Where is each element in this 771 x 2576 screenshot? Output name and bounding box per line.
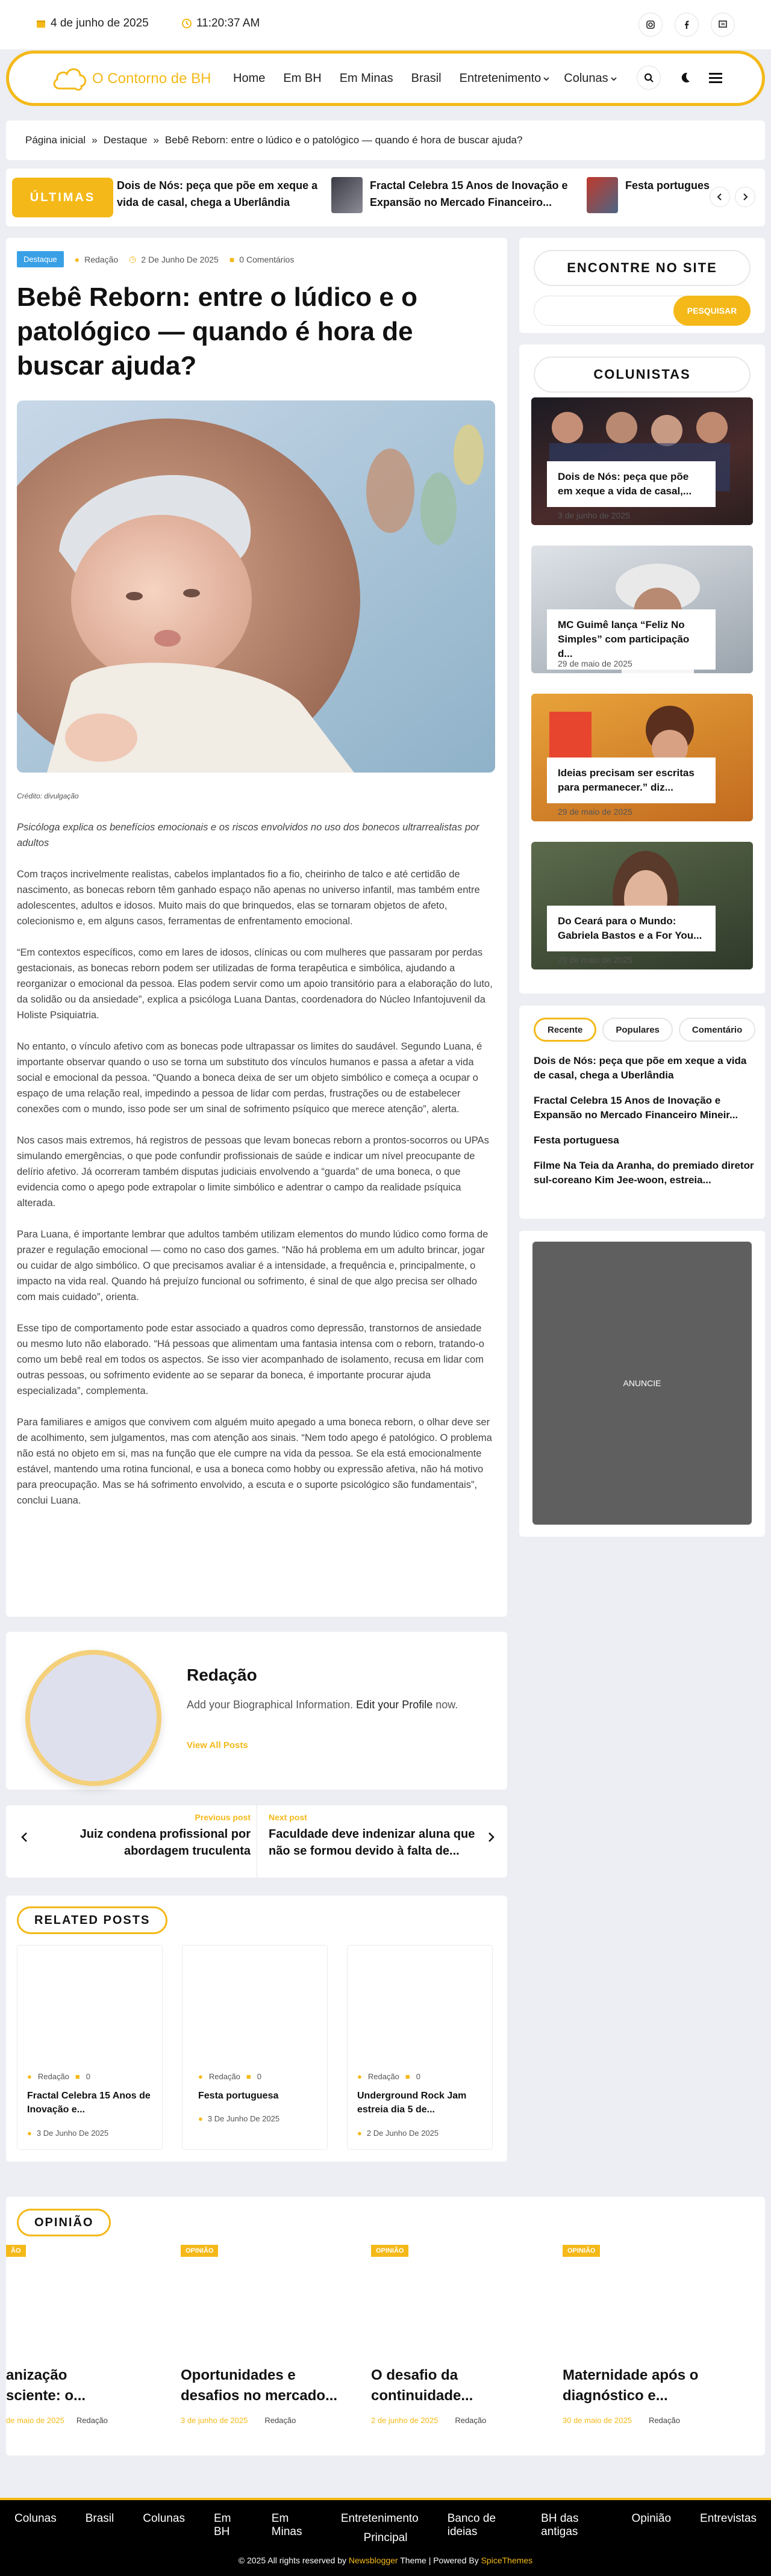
- copyright-mid: Theme | Powered By: [398, 2556, 481, 2565]
- clock-icon: ◷: [129, 254, 137, 264]
- nav-em-minas[interactable]: Em Minas: [339, 72, 393, 85]
- opiniao-section: [6, 2197, 765, 2456]
- article-featured-image: [17, 400, 495, 773]
- tabs-widget: [519, 1006, 765, 1219]
- related-post-title: Festa portuguesa: [198, 2091, 279, 2101]
- colunistas-title: COLUNISTAS: [534, 356, 751, 393]
- article-author-name: Redação: [84, 254, 119, 264]
- footer-link[interactable]: Entrevistas: [700, 2512, 757, 2525]
- opiniao-card-date: 3 de junho de 2025: [181, 2416, 248, 2425]
- ticker-thumbnail: [331, 177, 363, 213]
- view-all-posts-link[interactable]: View All Posts: [187, 1740, 248, 1750]
- search-widget-title: ENCONTRE NO SITE: [534, 250, 751, 286]
- nav-home[interactable]: Home: [233, 72, 266, 85]
- news-ticker: [6, 169, 765, 226]
- article-date-text: 2 De Junho De 2025: [141, 254, 219, 264]
- breadcrumb-home[interactable]: Página inicial: [25, 134, 86, 146]
- ad-widget: [519, 1231, 765, 1537]
- footer-link[interactable]: Banco de ideias: [447, 2512, 496, 2538]
- article-paragraph: Nos casos mais extremos, há registros de pessoas que levam bonecas reborn a prontos-socorros ou UPAs simulando emergências, o que pode confundir profissionais de saúde e indicar um nível preocupante de delírio afetivo. Já ocorreram também disputas judiciais envolvendo a “guarda” de uma boneca, o que evidencia como o apego pode extrapolar o limite simbólico e adentrar o campo da realidade psíquica alterada.: [17, 1135, 489, 1209]
- footer-accent-line: [0, 2498, 771, 2500]
- nav-entretenimento[interactable]: [460, 72, 550, 86]
- breadcrumb-separator-icon: »: [153, 134, 159, 146]
- article-paragraph: “Em contextos específicos, como em lares de idosos, clínicas ou com mulheres que passaram por perdas gestacionais, as bonecas reborn podem ser utilizadas de forma terapêutica e simbólica, ajudando a reorganizar o emocional da pessoa. Elas podem servir como um apoio transitório para a elaboração do luto, da solidão ou da ansiedade”, explica a psicóloga Luana Dantas, coordenadora do Núcleo Infantojuvenil da Holiste Psiquiatria.: [17, 947, 493, 1021]
- related-post-card[interactable]: [17, 1945, 163, 2150]
- next-arrow-icon[interactable]: [488, 1832, 495, 1843]
- clock-icon: [182, 19, 192, 28]
- ticker-label: ÚLTIMAS: [12, 178, 113, 217]
- article-paragraph: Com traços incrivelmente realistas, cabelos implantados fio a fio, cheirinho de talco e até certidão de nascimento, as bonecas reborn têm ganhado espaço não apenas no universo infantil, mas também entre adolescentes, adultos e idosos. Muito mais do que brinquedos, elas se tornaram objetos de afeto, colecionismo e, em alguns casos, ferramentas de enfrentamento emocional.: [17, 869, 480, 927]
- related-post-meta: [198, 2072, 261, 2081]
- breadcrumb-section[interactable]: Destaque: [103, 134, 148, 146]
- footer-link[interactable]: Principal: [363, 2531, 408, 2544]
- search-button[interactable]: PESQUISAR: [673, 296, 751, 326]
- colunista-title[interactable]: Do Ceará para o Mundo: Gabriela Bastos e a For You...: [547, 906, 716, 951]
- footer-link[interactable]: BH das antigas: [541, 2512, 579, 2538]
- article-author[interactable]: [75, 255, 119, 264]
- recent-item[interactable]: Filme Na Teia da Aranha, do premiado diretor sul-coreano Kim Jee-woon, estreia...: [534, 1160, 754, 1186]
- prev-post[interactable]: [42, 1812, 251, 1859]
- opiniao-title: OPINIÃO: [17, 2209, 111, 2236]
- related-post-date-text: 3 De Junho De 2025: [207, 2114, 280, 2123]
- related-post-meta: [27, 2072, 90, 2081]
- article-comments[interactable]: [229, 255, 295, 264]
- recent-item[interactable]: Fractal Celebra 15 Anos de Inovação e Expansão no Mercado Financeiro Mineir...: [534, 1095, 738, 1121]
- spicethemes-link[interactable]: SpiceThemes: [481, 2556, 533, 2565]
- nav-colunas-label: Colunas: [564, 72, 608, 85]
- opiniao-card-title: O desafio da continuidade...: [371, 2367, 473, 2404]
- opiniao-card[interactable]: [563, 2245, 743, 2425]
- related-post-meta: [357, 2072, 420, 2081]
- tab-bar: [534, 1018, 755, 1042]
- author-name[interactable]: Redação: [187, 1666, 257, 1684]
- colunista-title[interactable]: Ideias precisam ser escritas para permanecer.” diz...: [547, 758, 716, 803]
- footer-link[interactable]: Colunas: [14, 2512, 57, 2525]
- colunista-date: 29 de maio de 2025: [558, 807, 632, 817]
- opiniao-badge: OPINIÃO: [181, 2245, 218, 2257]
- chevron-down-icon: [611, 76, 617, 81]
- colunista-date: 29 de maio de 2025: [558, 659, 632, 668]
- user-icon: ●: [198, 2072, 203, 2081]
- related-post-card[interactable]: [347, 1945, 493, 2150]
- article-meta: [17, 251, 294, 267]
- facebook-icon[interactable]: [675, 13, 699, 37]
- author-edit-link[interactable]: Edit your Profile: [356, 1699, 433, 1711]
- main-header: [6, 51, 765, 106]
- ticker-item-title: Festa portugues: [625, 179, 710, 191]
- opiniao-card-title: anização sciente: o...: [6, 2367, 86, 2404]
- related-post-title: Underground Rock Jam estreia dia 5 de...: [357, 2091, 467, 2115]
- author-avatar: [25, 1650, 161, 1786]
- opiniao-badge: OPINIÃO: [563, 2245, 600, 2257]
- breadcrumb-separator-icon: »: [92, 134, 98, 146]
- colunista-title[interactable]: Dois de Nós: peça que põe em xeque a vida de casal,...: [547, 461, 716, 507]
- nav-colunas[interactable]: [564, 72, 616, 86]
- ticker-item[interactable]: [331, 177, 590, 213]
- colunista-title[interactable]: MC Guimê lança “Feliz No Simples” com participação d...: [547, 609, 716, 670]
- footer-link[interactable]: Brasil: [85, 2512, 114, 2525]
- author-bio-suffix: now.: [432, 1699, 458, 1711]
- menu-icon[interactable]: [709, 72, 722, 84]
- opiniao-card[interactable]: [181, 2245, 361, 2425]
- opiniao-card[interactable]: [6, 2245, 151, 2425]
- next-post[interactable]: [269, 1812, 479, 1859]
- logo-text: O Contorno de BH: [92, 70, 211, 87]
- nav-brasil[interactable]: Brasil: [411, 72, 442, 85]
- user-icon: ●: [74, 254, 80, 264]
- opiniao-card-meta: [6, 2416, 108, 2425]
- footer-link[interactable]: Colunas: [143, 2512, 185, 2525]
- opiniao-badge: OPINIÃO: [371, 2245, 408, 2257]
- instagram-icon[interactable]: [638, 13, 663, 37]
- recent-item[interactable]: Dois de Nós: peça que põe em xeque a vida de casal, chega a Uberlândia: [534, 1055, 747, 1081]
- nav-entretenimento-label: Entretenimento: [459, 72, 542, 85]
- comment-icon: ■: [405, 2072, 410, 2081]
- related-post-date-text: 3 De Junho De 2025: [36, 2129, 109, 2138]
- opiniao-card-date: de maio de 2025: [6, 2416, 64, 2425]
- time-display: 11:20:37 AM: [182, 17, 260, 30]
- colunista-date: 3 de junho de 2025: [558, 511, 630, 520]
- prev-post-title: Juiz condena profissional por abordagem truculenta: [80, 1828, 251, 1858]
- author-box: [6, 1632, 507, 1790]
- search-widget: [519, 238, 765, 333]
- related-post-comments: 0: [416, 2072, 420, 2081]
- opiniao-card-author: Redação: [455, 2416, 487, 2425]
- dark-mode-icon[interactable]: [679, 72, 691, 84]
- user-icon: ●: [27, 2072, 32, 2081]
- colunistas-widget: [519, 344, 765, 994]
- article: [6, 238, 507, 1617]
- top-bar: [0, 0, 771, 49]
- recent-item[interactable]: Festa portuguesa: [534, 1134, 619, 1146]
- opiniao-card-meta: [181, 2416, 296, 2425]
- ticker-item[interactable]: [117, 177, 322, 211]
- theme-link[interactable]: Newsblogger: [348, 2556, 398, 2565]
- related-post-card[interactable]: [182, 1945, 328, 2150]
- related-post-comments: 0: [257, 2072, 261, 2081]
- related-post-author: Redação: [208, 2072, 240, 2081]
- search-input[interactable]: [534, 296, 690, 326]
- related-post-date: [198, 2114, 279, 2123]
- tab-populares[interactable]: Populares: [602, 1018, 673, 1042]
- tab-recente[interactable]: Recente: [534, 1018, 596, 1042]
- related-posts-title: RELATED POSTS: [17, 1906, 167, 1934]
- article-paragraph: Para familiares e amigos que convivem com alguém muito apegado a uma boneca reborn, o olhar deve ser de acolhimento, sem julgamentos, mas com atenção aos sinais. “Nem todo apego é patológico. O problema não está no objeto em si, mas na função que ele cumpre na vida da pessoa. Se ela está emocionalmente estável, mantendo uma rotina funcional, e usa a boneca como hobby ou expressão afetiva, não há motivo para preocupação. Mas se há sofrimento envolvido, a escuta e o suporte psicológico são fundamentais”, conclui Luana.: [17, 1417, 492, 1506]
- twitch-icon[interactable]: [711, 13, 735, 37]
- article-date: [129, 254, 219, 264]
- related-post-author: Redação: [367, 2072, 399, 2081]
- colunista-date: 29 de maio de 2025: [558, 955, 632, 965]
- search-icon[interactable]: [637, 66, 661, 90]
- related-post-date: [27, 2129, 108, 2138]
- opiniao-card-author: Redação: [648, 2416, 680, 2425]
- opiniao-card-date: 30 de maio de 2025: [563, 2416, 632, 2425]
- opiniao-card-date: 2 de junho de 2025: [371, 2416, 439, 2425]
- article-title: Bebê Reborn: entre o lúdico e o patológico — quando é hora de buscar ajuda?: [17, 282, 417, 381]
- next-post-title: Faculdade deve indenizar aluna que não se formou devido à falta de...: [269, 1828, 475, 1858]
- footer-link[interactable]: Entretenimento: [340, 2512, 419, 2525]
- author-bio: [187, 1697, 464, 1713]
- copyright-text: © 2025 All rights reserved by: [238, 2556, 349, 2565]
- opiniao-card-title: Oportunidades e desafios no mercado...: [181, 2367, 338, 2404]
- opiniao-badge: ÃO: [6, 2245, 26, 2257]
- copyright: [0, 2556, 771, 2565]
- clock-icon: ●: [27, 2129, 32, 2138]
- ticker-next-button[interactable]: [735, 187, 755, 207]
- post-navigation: [6, 1805, 507, 1878]
- date-display: 4 de junho de 2025: [36, 17, 149, 30]
- opiniao-card-author: Redação: [264, 2416, 296, 2425]
- opiniao-card[interactable]: [371, 2245, 552, 2425]
- article-paragraph: No entanto, o vínculo afetivo com as bonecas pode ultrapassar os limites do saudável. Segundo Luana, é importante observar quando o uso se torna um substituto dos vínculos humanos e passa a afetar a vida social e emocional da pessoa. “Quando a boneca deixa de ser um objeto simbólico e começa a ocupar o espaço de uma relação real, impedindo a pessoa de lidar com perdas, frustrações ou de estabelecer conexões com o mundo, isso pode ser um sinal de sofrimento psíquico que merece atenção”, alerta.: [17, 1041, 482, 1115]
- ticker-prev-button[interactable]: [710, 187, 730, 207]
- clock-icon: ●: [198, 2114, 203, 2123]
- chevron-down-icon: [543, 76, 549, 81]
- related-post-title: Fractal Celebra 15 Anos de Inovação e...: [27, 2091, 151, 2115]
- user-icon: ●: [357, 2072, 362, 2081]
- cloud-logo-icon: [51, 64, 89, 93]
- article-paragraph: Para Luana, é importante lembrar que adultos também utilizam elementos do mundo lúdico como forma de prazer e regulação emocional — como no caso dos games. “Não há problema em um adulto brincar, jogar ou cuidar de algo simbólico. O que precisamos avaliar é a intensidade, a frequência e, principalmente, o impacto na vida real. Quando há prejuízo funcional ou sofrimento, é sinal de que algo precisa ser olhado com mais cuidado”, orienta.: [17, 1229, 489, 1302]
- author-bio-text: Add your Biographical Information.: [187, 1699, 354, 1711]
- comment-icon: ■: [75, 2072, 80, 2081]
- ticker-item-title: Dois de Nós: peça que põe em xeque a vida de casal, chega a Uberlândia: [117, 179, 318, 208]
- opiniao-card-author: Redação: [76, 2416, 108, 2425]
- calendar-icon: [36, 19, 46, 28]
- footer-link[interactable]: Em Minas: [271, 2512, 302, 2538]
- ad-banner[interactable]: ANUNCIE: [532, 1242, 752, 1525]
- category-badge[interactable]: Destaque: [17, 251, 64, 267]
- breadcrumb-current: Bebê Reborn: entre o lúdico e o patológico — quando é hora de buscar ajuda?: [164, 134, 523, 146]
- nav-em-bh[interactable]: Em BH: [283, 72, 322, 85]
- related-post-author: Redação: [37, 2072, 69, 2081]
- prev-arrow-icon[interactable]: [20, 1832, 28, 1843]
- comment-icon: ■: [246, 2072, 251, 2081]
- prev-post-label: Previous post: [195, 1812, 251, 1822]
- footer-link[interactable]: Em BH: [213, 2512, 231, 2538]
- ticker-item-title: Fractal Celebra 15 Anos de Inovação e Expansão no Mercado Financeiro...: [370, 179, 568, 208]
- article-body: [17, 820, 493, 1524]
- ticker-thumbnail: [587, 177, 618, 213]
- article-lead: Psicóloga explica os benefícios emocionais e os riscos envolvidos no uso dos bonecos ultrarrealistas por adultos: [17, 822, 479, 848]
- main-nav: [233, 72, 617, 86]
- opiniao-card-meta: [371, 2416, 486, 2425]
- comment-icon: ■: [229, 254, 235, 264]
- related-post-date-text: 2 De Junho De 2025: [366, 2129, 439, 2138]
- tab-comentario[interactable]: Comentário: [679, 1018, 755, 1042]
- opiniao-card-meta: [563, 2416, 680, 2425]
- breadcrumb: [6, 120, 765, 160]
- related-post-comments: 0: [86, 2072, 90, 2081]
- footer: [0, 2498, 771, 2576]
- article-paragraph: Esse tipo de comportamento pode estar associado a quadros como depressão, transtornos de ansiedade ou mesmo luto não elaborado. “Há pessoas que alimentam uma fantasia intensa com o reborn, tratando-o como um bebê real em todos os aspectos. Se isso vier acompanhado de isolamento, recusa em lidar com outras pessoas, ou sofrimento evidente ao se separar da boneca, é importante procurar ajuda especializada”, complementa.: [17, 1323, 484, 1396]
- footer-link[interactable]: Opinião: [631, 2512, 672, 2525]
- next-post-label: Next post: [269, 1812, 307, 1822]
- related-posts: [6, 1896, 507, 2162]
- recent-list: [534, 1054, 755, 1198]
- related-post-date: [357, 2129, 439, 2138]
- clock-icon: ●: [357, 2129, 362, 2138]
- image-caption: Crédito: divulgação: [17, 792, 79, 800]
- article-comments-text: 0 Comentários: [239, 254, 295, 264]
- site-logo[interactable]: [51, 64, 211, 93]
- opiniao-card-title: Maternidade após o diagnóstico e...: [563, 2367, 699, 2404]
